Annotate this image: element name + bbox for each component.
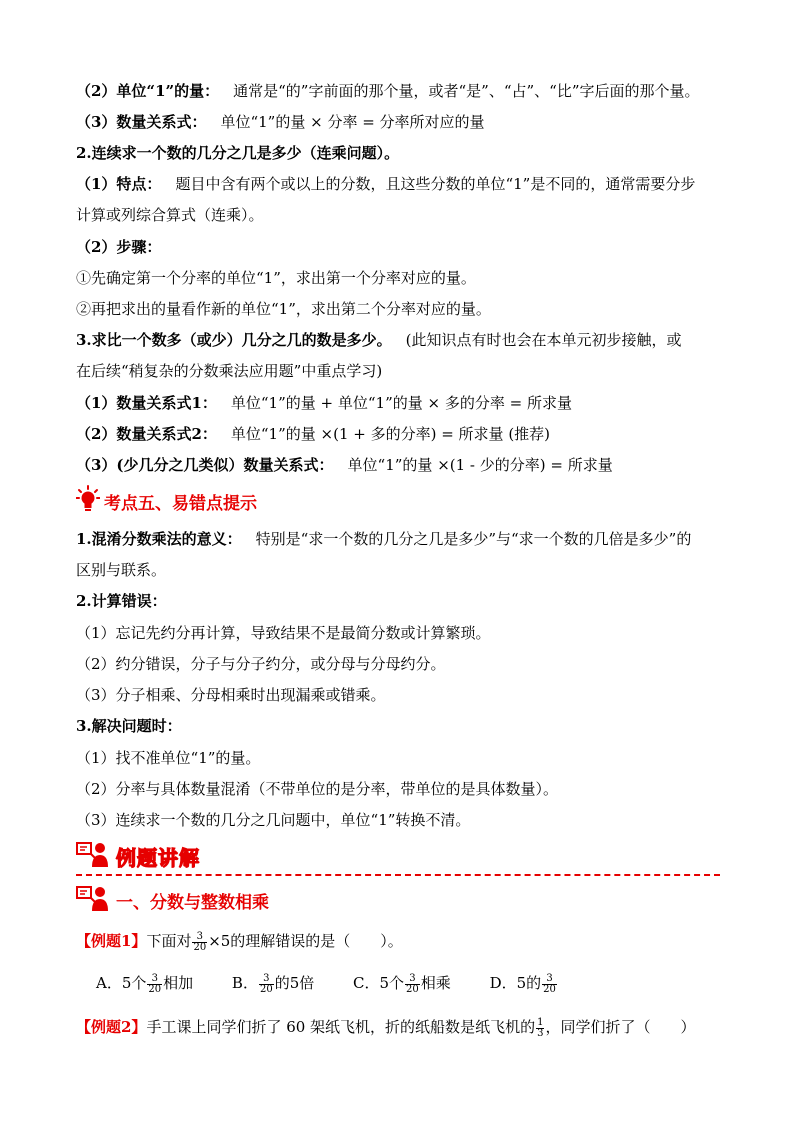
label: （2）单位“1”的量： (76, 82, 220, 100)
text: ，同学们折了（ ） (545, 1018, 696, 1036)
text: ×5的理解错误的是（ ）。 (208, 932, 403, 950)
line-confuse-meaning-cont: 区别与联系。 (76, 561, 167, 579)
example-tag: 【例题1】 (76, 932, 147, 950)
text: 题目中含有两个或以上的分数，且这些分数的单位“1”是不同的，通常需要分步 (175, 175, 696, 193)
label: （1）特点： (76, 175, 162, 193)
section-1-heading (76, 885, 269, 915)
text: 下面对 (146, 932, 192, 950)
line-more-less-cont: 在后续“稍复杂的分数乘法应用题”中重点学习) (76, 362, 383, 380)
line-features-cont: 计算或列综合算式（连乘）。 (76, 206, 264, 224)
examples-header-title: 例题讲解 (116, 845, 200, 870)
fraction: $\frac{3}{20}$ (148, 972, 162, 995)
heading-continuous-multiplication: 2.连续求一个数的几分之几是多少（连乘问题）。 (76, 144, 400, 162)
line-more-less-heading (76, 329, 734, 351)
text: (此知识点有时也会在本单元初步接触，或 (405, 331, 682, 349)
line-relation-formula (76, 111, 734, 133)
line-steps-label: （2）步骤： (76, 238, 162, 256)
text: 单位“1”的量 ×(1 - 少的分率) = 所求量 (347, 456, 613, 474)
line-calc-error-2: （2）约分错误，分子与分子约分，或分母与分母约分。 (76, 655, 446, 673)
label: 1.混淆分数乘法的意义： (76, 530, 242, 548)
line-calc-error-3: （3）分子相乘、分母相乘时出现漏乘或错乘。 (76, 686, 386, 704)
lightbulb-icon (76, 485, 100, 517)
line-solving-1: （1）找不准单位“1”的量。 (76, 749, 261, 767)
line-solving-3: （3）连续求一个数的几分之几问题中，单位“1”转换不清。 (76, 811, 471, 829)
choice-b[interactable]: B． $\frac{3}{20}$ 的5倍 (231, 972, 315, 995)
fraction: $\frac{3}{20}$ (406, 972, 419, 995)
label: （3）数量关系式： (76, 113, 207, 131)
examples-header (76, 841, 200, 871)
line-step-1: ①先确定第一个分率的单位“1”，求出第一个分率对应的量。 (76, 269, 476, 287)
label: （3）(少几分之几类似）数量关系式： (76, 456, 334, 474)
choice-a[interactable]: A．5个 $\frac{3}{20}$ 相加 (96, 972, 194, 995)
fraction: $\frac{3}{20}$ (193, 930, 207, 953)
choice-c[interactable]: C．5个 $\frac{3}{20}$ 相乘 (353, 972, 451, 995)
line-calc-error-1: （1）忘记先约分再计算，导致结果不是最简分数或计算繁琐。 (76, 624, 491, 642)
section-5-title: 考点五、易错点提示 (104, 493, 257, 514)
section-5-heading (76, 486, 257, 516)
line-solving-problems: 3.解决问题时： (76, 717, 182, 735)
line-step-2: ②再把求出的量看作新的单位“1”，求出第二个分率对应的量。 (76, 300, 491, 318)
dashed-divider (76, 874, 720, 876)
section-1-title: 一、分数与整数相乘 (116, 892, 269, 913)
line-solving-2: （2）分率与具体数量混淆（不带单位的是分率，带单位的是具体数量）。 (76, 780, 559, 798)
text: 通常是“的”字前面的那个量，或者“是”、“占”、“比”字后面的那个量。 (233, 82, 700, 100)
example-1-choices (96, 970, 734, 996)
example-1-question (76, 928, 734, 954)
label: （2）数量关系式2： (76, 425, 217, 443)
fraction: $\frac{3}{20}$ (543, 972, 556, 995)
fraction: $\frac{1}{3}$ (537, 1016, 544, 1039)
line-formula-2 (76, 423, 734, 445)
line-calc-errors: 2.计算错误： (76, 592, 167, 610)
text: 单位“1”的量 + 单位“1”的量 × 多的分率 = 所求量 (230, 394, 572, 412)
text: 手工课上同学们折了 60 架纸飞机，折的纸船数是纸飞机的 (146, 1018, 536, 1036)
example-tag: 【例题2】 (76, 1018, 147, 1036)
teacher-board-icon (76, 884, 112, 916)
label: （1）数量关系式1： (76, 394, 217, 412)
fraction: $\frac{3}{20}$ (259, 972, 273, 995)
line-formula-1 (76, 392, 734, 414)
text: 单位“1”的量 ×(1 + 多的分率) = 所求量 (推荐) (230, 425, 551, 443)
line-features (76, 173, 734, 195)
line-unit-one-quantity (76, 80, 734, 102)
example-2-question (76, 1014, 734, 1040)
line-confuse-meaning (76, 528, 734, 550)
teacher-board-icon (76, 840, 112, 872)
text: 单位“1”的量 × 分率 = 分率所对应的量 (220, 113, 485, 131)
line-formula-3 (76, 454, 734, 476)
choice-d[interactable]: D．5的 $\frac{3}{20}$ (489, 972, 556, 995)
label: 3.求比一个数多（或少）几分之几的数是多少。 (76, 331, 392, 349)
text: 特别是“求一个数的几分之几是多少”与“求一个数的几倍是多少”的 (255, 530, 692, 548)
